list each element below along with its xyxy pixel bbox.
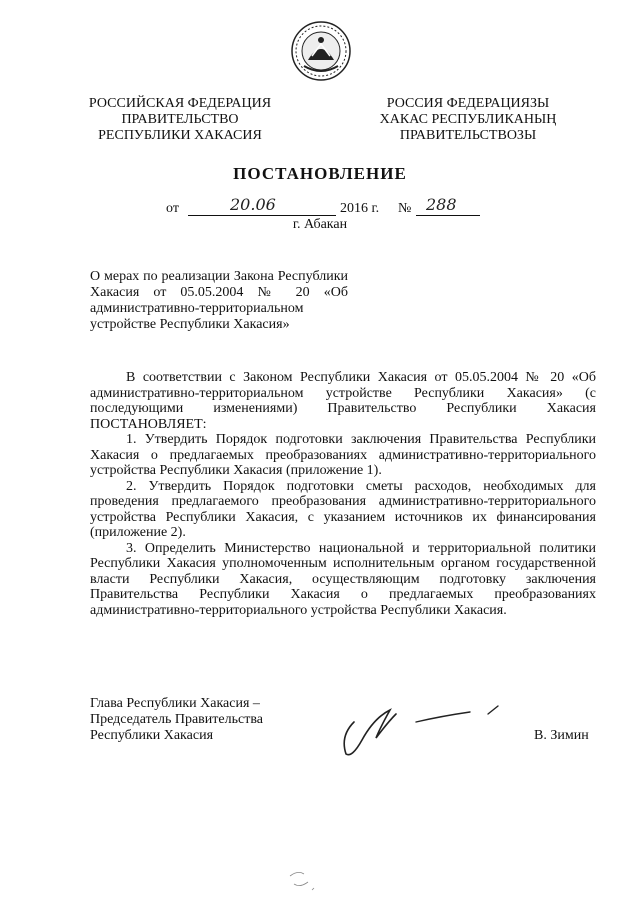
signatory-position-line: Глава Республики Хакасия –	[90, 696, 260, 711]
body-item: 3. Определить Министерство национальной и территориальной политики Республики Хакасия уполномоченным исполнительным органом государственной власти Республики Хакасия, осуществляющим подготовку заключения Правительства Республики Хакасия о предлагаемых преобразованиях административно-территориального устройства Республики Хакасия.	[90, 540, 596, 618]
body-item: 2. Утвердить Порядок подготовки сметы расходов, необходимых для проведения предлагаемого преобразования административно-территориального устройства Республики Хакасия, с указанием источников их финансирования (приложение 2).	[90, 478, 596, 540]
document-title: ПОСТАНОВЛЕНИЕ	[233, 164, 407, 183]
header-left	[82, 96, 278, 144]
body-intro: В соответствии с Законом Республики Хакасия от 05.05.2004 № 20 «Об административно-территориальном устройстве Республики Хакасия» (с последующими изменениями) Правительство Республики Хакасия ПОСТАНОВЛЯЕТ:	[90, 370, 596, 432]
signatory-position-line: Республики Хакасия	[90, 728, 214, 743]
handwritten-signature-icon	[332, 692, 512, 762]
signatory-position	[90, 696, 263, 744]
city: г. Абакан	[292, 217, 348, 232]
header-right-line: ХАКАС РЕСПУБЛИКАНЫҢ	[379, 112, 557, 127]
coat-of-arms-icon	[290, 20, 352, 82]
signatory-position-line: Председатель Правительства	[90, 712, 263, 727]
document-body	[90, 370, 596, 618]
header-left-line: РОССИЙСКАЯ ФЕДЕРАЦИЯ	[88, 96, 272, 111]
year-text: 2016 г.	[340, 201, 380, 216]
header-left-line: РЕСПУБЛИКИ ХАКАСИЯ	[98, 128, 262, 143]
date-prefix: от	[166, 201, 179, 216]
header-left-line: ПРАВИТЕЛЬСТВО	[121, 112, 239, 127]
body-item: 1. Утвердить Порядок подготовки заключения Правительства Республики Хакасия о предлагаемых преобразованиях административно-территориального устройства Республики Хакасия (приложение 1).	[90, 432, 596, 478]
header-right-line: ПРАВИТЕЛЬСТВОЗЫ	[399, 128, 537, 143]
number-handwritten: 288	[426, 195, 457, 214]
document-subject: О мерах по реализации Закона Республики Хакасия от 05.05.2004 № 20 «Об административно-территориальном устройстве Республики Хакасия»	[90, 269, 348, 332]
signatory-name: В. Зимин	[534, 728, 589, 743]
date-handwritten: 20.06	[230, 195, 276, 214]
ink-mark-icon	[284, 866, 320, 894]
header-right	[368, 96, 568, 144]
number-prefix: №	[398, 201, 412, 216]
header-right-line: РОССИЯ ФЕДЕРАЦИЯЗЫ	[386, 96, 550, 111]
